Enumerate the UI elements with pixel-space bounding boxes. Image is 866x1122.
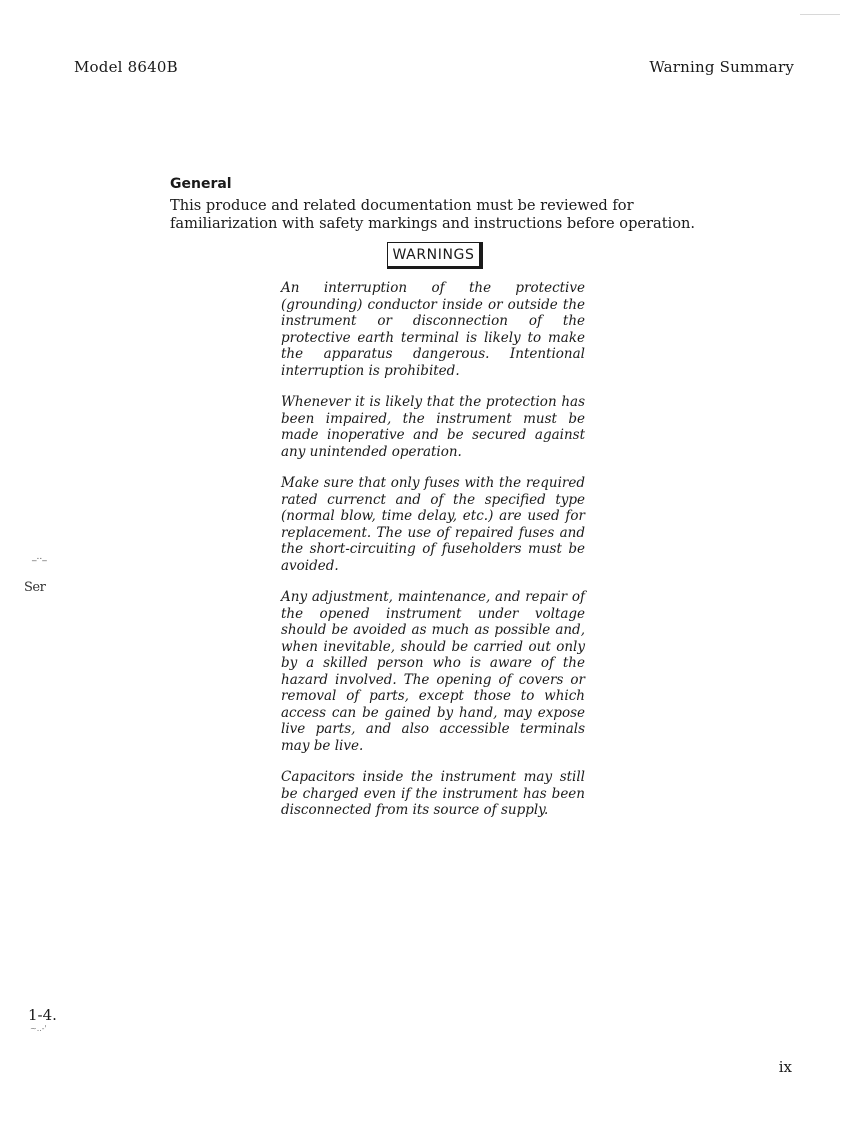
warnings-body [281, 280, 585, 834]
warning-paragraph-maintenance: Any adjustment, maintenance, and repair of the opened instrument under voltage should be avoided as much as possible and, when inevitable, should be carried out only by a skilled person who is aware of the hazard involved. The opening of covers or removal of parts, except those to which access can be gained by hand, may expose live parts, and also accessible terminals may be live. [281, 589, 585, 754]
warning-paragraph-protection-impaired: Whenever it is likely that the protection has been impaired, the instrument must be made inoperative and be secured against any unintended operation. [281, 394, 585, 460]
header-model: Model 8640B [74, 58, 178, 76]
warnings-label-box [387, 242, 483, 269]
warning-paragraph-capacitors: Capacitors inside the instrument may still be charged even if the instrument has been disconnected from its source of supply. [281, 769, 585, 818]
page-number: ix [778, 1058, 792, 1076]
warnings-label: WARNINGS [392, 246, 475, 263]
section-heading-general: General [170, 176, 232, 192]
margin-mark-smudge: ~..-' [30, 1024, 47, 1033]
margin-mark-dash: _.._ [32, 552, 47, 562]
header-section-title: Warning Summary [649, 58, 794, 76]
general-intro-text: This produce and related documentation must be reviewed for familiarization with safety markings and instructions before operation. [170, 197, 696, 232]
top-edge-rule [800, 14, 840, 15]
warning-paragraph-grounding: An interruption of the protective (grounding) conductor inside or outside the instrument or disconnection of the protective earth terminal is likely to make the apparatus dangerous. Intentional interruption is prohibited. [281, 280, 585, 379]
margin-mark-partial-text: Ser [24, 580, 46, 595]
warning-paragraph-fuses: Make sure that only fuses with the required rated currenct and of the specified type (normal blow, time delay, etc.) are used for replacement. The use of repaired fuses and the short-circuiting of fuseholders must be avoided. [281, 475, 585, 574]
margin-mark-section-number: 1-4. [28, 1006, 57, 1024]
